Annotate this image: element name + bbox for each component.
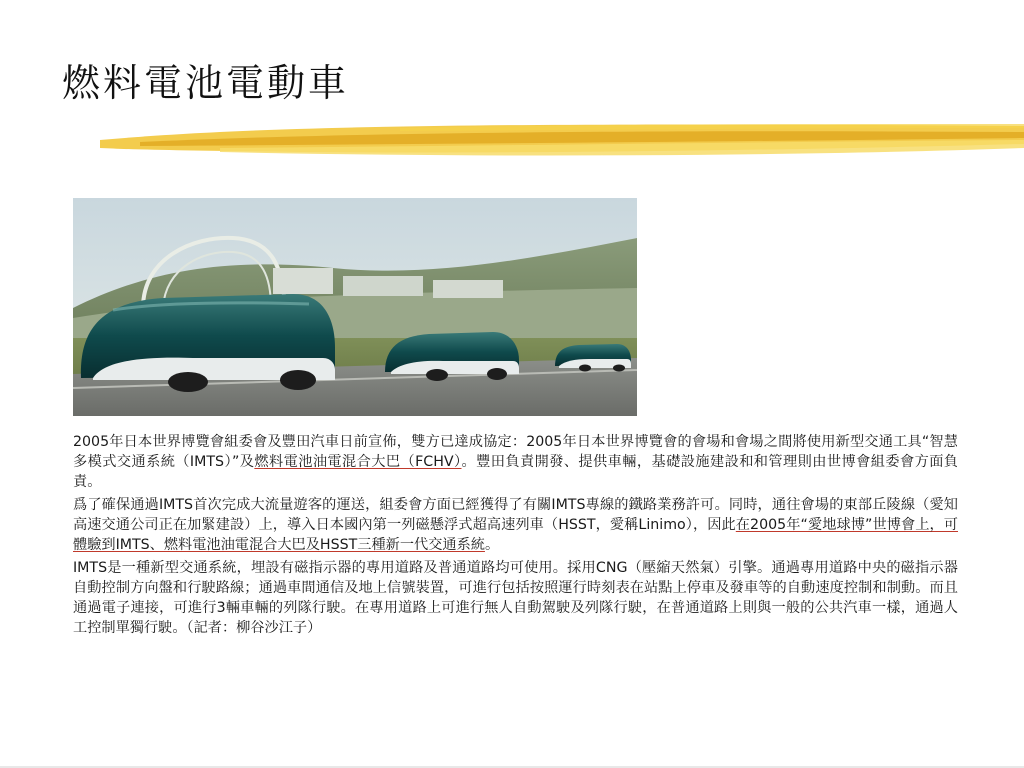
title-brush-stroke-decoration — [100, 118, 1024, 168]
article-body — [73, 432, 958, 638]
paragraph-1-underlined-text: 燃料電池油電混合大巴（FCHV） — [254, 454, 462, 470]
paragraph-2 — [73, 495, 958, 555]
paragraph-2-underlined-text: 在2005年“愛地球博”世博會上，可體驗到IMTS、燃料電池油電混合大巴及HSST三種新一代交通系統 — [73, 517, 958, 553]
paragraph-3: IMTS是一種新型交通系統，埋設有磁指示器的專用道路及普通道路均可使用。採用CNG（壓縮天然氣）引擎。通過專用道路中央的磁指示器自動控制方向盤和行駛路線；通過車間通信及地上信號裝置，可進行包括按照運行時刻表在站點上停車及發車等的自動速度控制和制動。而且通過電子連接，可進行3輛車輛的列隊行駛。在專用道路上可進行無人自動駕駛及列隊行駛，在普通道路上則與一般的公共汽車一樣，通過人工控制單獨行駛。（記者：柳谷沙江子） — [73, 560, 958, 636]
paragraph-1 — [73, 432, 958, 492]
paragraph-1-text-b: 。豐田負責開發、提供車輛，基礎設施建設和和管理則由世博會組委會方面負責。 — [73, 454, 958, 490]
paragraph-1-text-a: 2005年日本世界博覽會組委會及豐田汽車日前宣佈，雙方已達成協定：2005年日本世界博覽會的會場和會場之間將使用新型交通工具“智慧多模式交通系統（IMTS）”及 — [73, 434, 958, 470]
imts-vehicles-photo — [73, 198, 637, 416]
paragraph-2-text-a: 爲了確保通過IMTS首次完成大流量遊客的運送，組委會方面已經獲得了有關IMTS專線的鐵路業務許可。同時，通往會場的東部丘陵線（愛知高速交通公司正在加緊建設）上，導入日本國內第一列磁懸浮式超高速列車（HSST，愛稱Linimo），因此 — [73, 497, 958, 533]
paragraph-2-text-b: 。 — [484, 537, 500, 553]
slide-title: 燃料電池電動車 — [62, 61, 350, 105]
